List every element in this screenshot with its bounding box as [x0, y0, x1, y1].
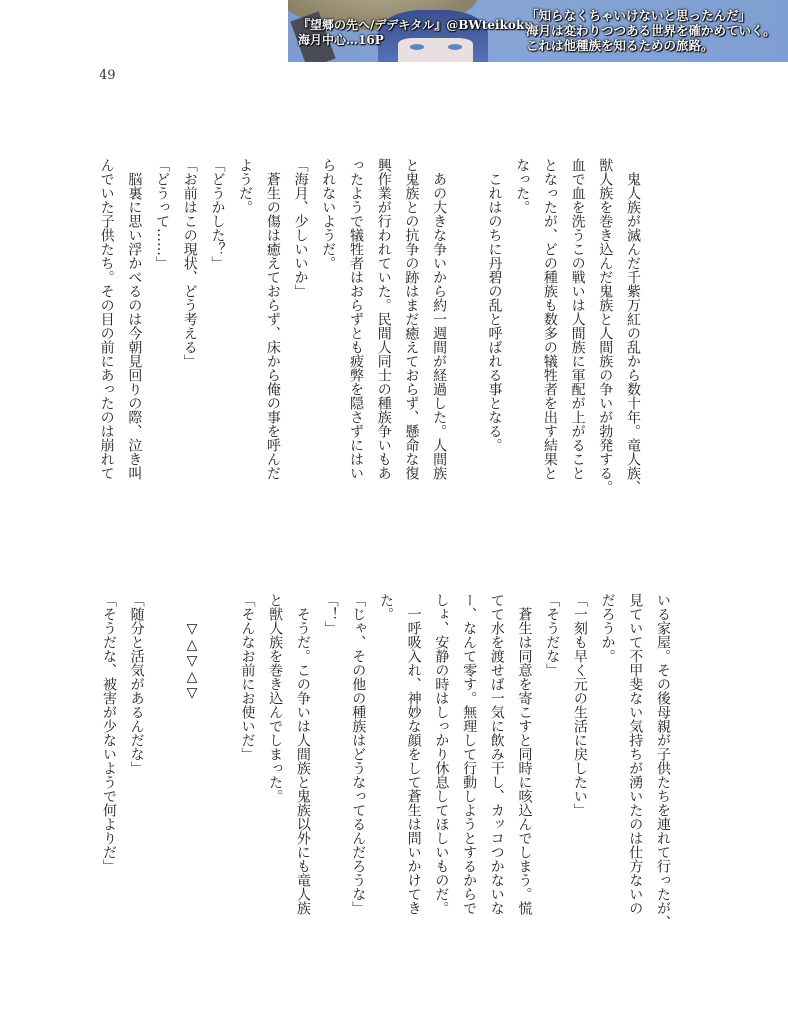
text-block-top — [92, 158, 646, 503]
text-line: 鬼人族が滅んだ千紫万紅の乱から数十年。竜人族、 — [625, 158, 641, 494]
text-line: られないようだ。 — [320, 158, 337, 270]
text-line: ▽△▽△▽ — [184, 593, 201, 701]
text-line: 蒼生は同意を寄こすと同時に咳込んでしまう。慌 — [516, 593, 533, 915]
text-line: いる家屋。その後母親が子供たちを連れて行ったが、 — [655, 593, 671, 929]
text-line: しょ、安静の時はしっかり休息してほしいものだ。 — [433, 593, 450, 915]
text-line: あの大きな争いから約一週間が経過した。人間族 — [431, 158, 448, 480]
banner-desc-2: これは他種族を知るための旅路。 — [526, 38, 714, 53]
text-line: ー、なんて零す。無理して行動しようとするからで — [461, 593, 478, 915]
text-line: だろうか。 — [599, 593, 616, 663]
text-line: 「どうかした？」 — [209, 158, 226, 270]
text-line: 血で血を洗うこの戦いは人間族に軍配が上がること — [569, 158, 586, 480]
banner-quote: 「知らなくちゃいけないと思ったんだ」 — [526, 8, 752, 23]
page-number: 49 — [99, 68, 116, 83]
text-line: 「どうって……」 — [154, 158, 171, 270]
advertisement-banner — [288, 0, 788, 62]
text-line: た。 — [377, 593, 394, 621]
text-line: 脳裏に思い浮かべるのは今朝見回りの際、泣き叫 — [126, 158, 143, 480]
text-line: 一呼吸入れ、神妙な顔をして蒼生は問いかけてき — [405, 593, 422, 915]
banner-title: 『望郷の先へ/デデキタル』@BWteikoku — [298, 18, 533, 32]
text-line: と獣人族を巻き込んでしまった。 — [267, 593, 284, 803]
text-line: んでいた子供たち。その目の前にあったのは崩れて — [98, 158, 115, 480]
text-line: 「じゃ、その他の種族はどうなってるんだろうな」 — [350, 593, 367, 915]
text-line: ったようで犠牲者はおらずとも疲弊を隠さずにはい — [347, 158, 364, 480]
text-line: 「そんなお前にお使いだ」 — [239, 593, 256, 761]
text-line: 「そうだな」 — [544, 593, 561, 677]
text-line: 蒼生の傷は癒えておらず、床から俺の事を呼んだ — [264, 158, 281, 480]
text-line: てて水を渡せば一気に飲み干し、カッコつかないな — [488, 593, 505, 915]
text-line: となったが、どの種族も数多の犠牲者を出す結果と — [541, 158, 558, 480]
text-line: 獣人族を巻き込んだ鬼族と人間族の争いが勃発する。 — [597, 158, 614, 494]
text-line — [452, 158, 480, 503]
text-line: 「随分と活気があるんだな」 — [128, 593, 145, 775]
text-line: 「そうだな、被害が少ないようで何よりだ」 — [100, 593, 117, 873]
text-line: なった。 — [514, 158, 531, 214]
banner-book-info — [298, 18, 533, 48]
banner-tagline — [526, 8, 776, 53]
text-line: そうだ。この争いは人間族と鬼族以外にも竜人族 — [294, 593, 311, 915]
text-line: 「海月、少しいいか」 — [292, 158, 309, 298]
text-line: これはのちに丹碧の乱と呼ばれる事となる。 — [486, 158, 503, 452]
text-block-bottom — [94, 593, 676, 993]
banner-desc-1: 海月は変わりつつある世界を確かめていく。 — [526, 23, 776, 38]
text-line: 「！」 — [322, 593, 339, 635]
text-line: 「お前はこの現状、どう考える」 — [181, 158, 198, 368]
text-line: ようだ。 — [237, 158, 254, 214]
text-line: と鬼族との抗争の跡はまだ癒えておらず、懸命な復 — [403, 158, 420, 480]
text-line: 興作業が行われていた。民間人同士の種族争いもあ — [375, 158, 392, 480]
text-line — [150, 593, 178, 993]
text-line: 「一刻も早く元の生活に戻したい」 — [571, 593, 588, 817]
text-line — [205, 593, 233, 993]
text-line: 見ていて不甲斐ない気持ちが湧いたのは仕方ないの — [627, 593, 644, 915]
banner-subtitle: 海月中心…16P — [298, 33, 384, 47]
